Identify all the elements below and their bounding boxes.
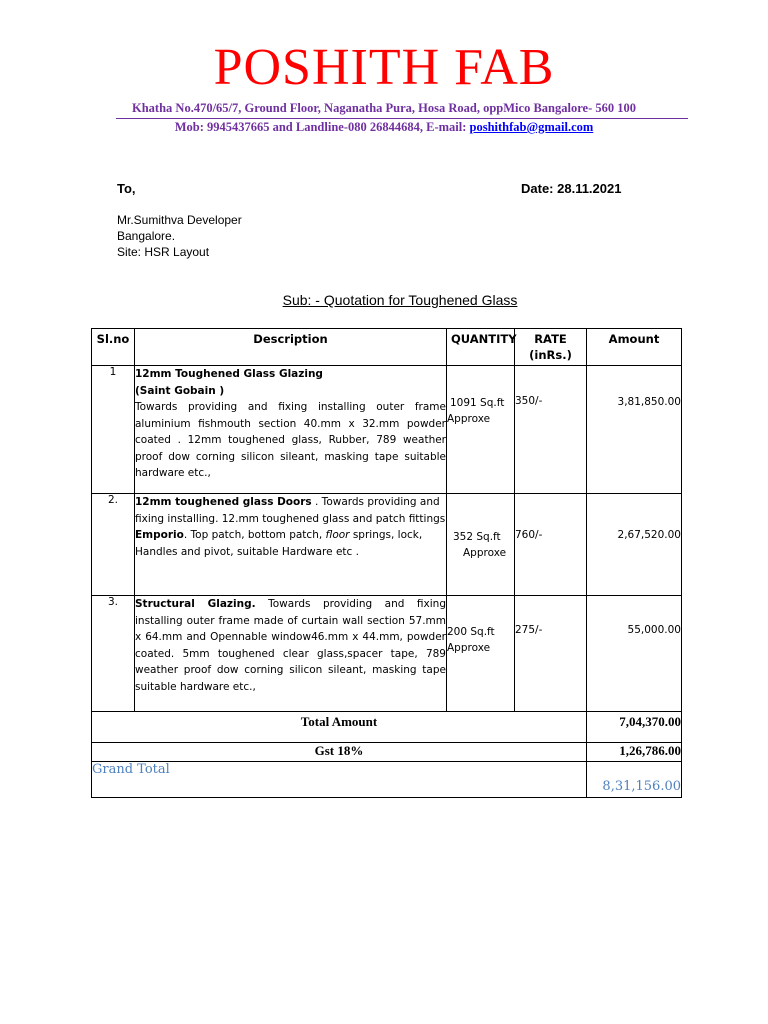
recipient-city: Bangalore. [117, 229, 176, 243]
header-divider [116, 118, 688, 119]
row-3-slno: 3. [92, 596, 135, 712]
row-3-rate: 275/- [515, 596, 587, 712]
contact-text: Mob: 9945437665 and Landline-080 26844684, E-mail: [174, 120, 470, 134]
row-2-amount: 2,67,520.00 [587, 494, 682, 596]
row-1-slno: 1 [92, 366, 135, 494]
gst-row [92, 743, 682, 762]
gst-label: Gst 18% [92, 743, 587, 762]
quotation-table [91, 328, 682, 798]
table-row [92, 494, 682, 596]
row-1-quantity: 1091 Sq.ft Approxe [447, 366, 515, 494]
row-2-description: 12mm toughened glass Doors . Towards providing and fixing installing. 12.mm toughened glass and patch fittings Emporio. Top patch, bottom patch, floor springs, lock, Handles and pivot, suitable Hardware etc . [135, 494, 447, 596]
total-row [92, 712, 682, 743]
header-amount: Amount [587, 329, 682, 366]
recipient-name: Mr.Sumithva Developer [117, 213, 242, 227]
gst-value: 1,26,786.00 [587, 743, 682, 762]
header-slno: Sl.no [92, 329, 135, 366]
grand-total-label: Grand Total [92, 762, 587, 798]
subject-line: Sub: - Quotation for Toughened Glass [282, 292, 518, 308]
header-description: Description [135, 329, 447, 366]
row-2-quantity: 352 Sq.ft Approxe [447, 494, 515, 596]
row-1-amount: 3,81,850.00 [587, 366, 682, 494]
grand-total-value: 8,31,156.00 [587, 762, 682, 798]
grand-total-row [92, 762, 682, 798]
table-row [92, 366, 682, 494]
row-3-quantity: 200 Sq.ft Approxe [447, 596, 515, 712]
row-3-description: Structural Glazing. Towards providing and fixing installing outer frame made of curtain wall section 57.mm x 64.mm and Opennable window46.mm x 44.mm, powder coated. 5mm toughened clear glass,spacer tape, 789 weather proof dow corning silicon sileant, masking tape suitable hardware etc., [135, 596, 447, 712]
row-3-amount: 55,000.00 [587, 596, 682, 712]
company-name: POSHITH FAB [213, 39, 555, 96]
row-2-rate: 760/- [515, 494, 587, 596]
to-label: To, [117, 181, 136, 196]
total-amount-value: 7,04,370.00 [587, 712, 682, 743]
recipient-block [117, 212, 242, 260]
row-1-description: 12mm Toughened Glass Glazing (Saint Gobain ) Towards providing and fixing installing outer frame aluminium fishmouth section 40.mm x 32.mm powder coated . 12mm toughened glass, Rubber, 789 weather proof dow corning silicon sileant, masking tape suitable hardware etc., [135, 366, 447, 494]
row-1-rate: 350/- [515, 366, 587, 494]
table-header-row [92, 329, 682, 366]
company-contact [0, 120, 768, 135]
row-2-slno: 2. [92, 494, 135, 596]
company-address: Khatha No.470/65/7, Ground Floor, Naganatha Pura, Hosa Road, oppMico Bangalore- 560 100 [132, 101, 636, 115]
letter-date: Date: 28.11.2021 [521, 181, 622, 196]
recipient-site: Site: HSR Layout [117, 245, 210, 259]
table-row [92, 596, 682, 712]
header-quantity: QUANTITY [447, 329, 515, 366]
email-link[interactable]: poshithfab@gmail.com [469, 120, 594, 134]
total-amount-label: Total Amount [92, 712, 587, 743]
header-rate: RATE (inRs.) [515, 329, 587, 366]
